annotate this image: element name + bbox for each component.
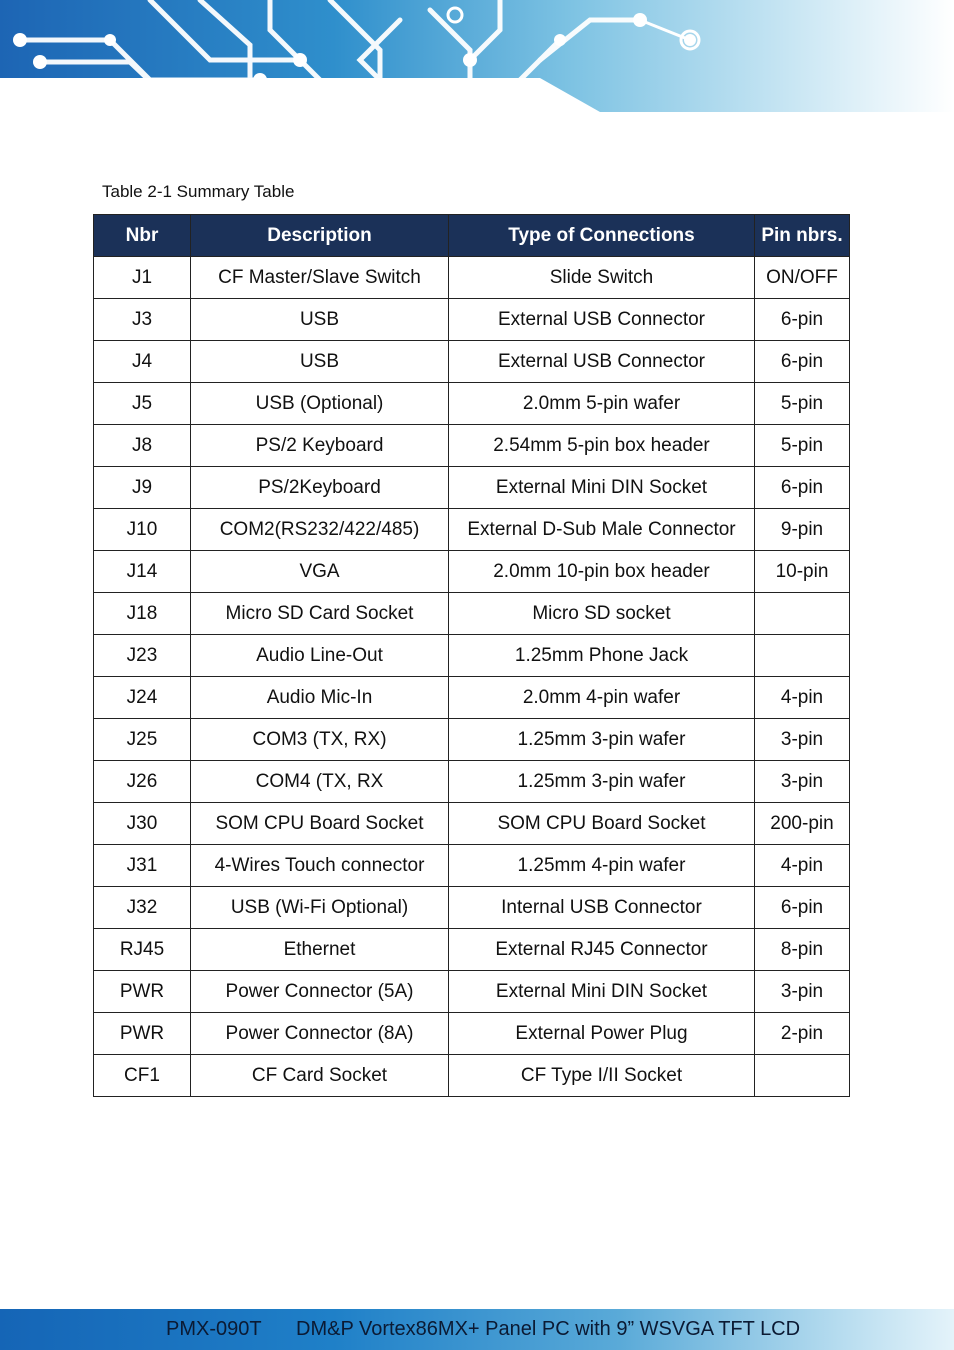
- table-row: [94, 1055, 850, 1097]
- cell-description: 4-Wires Touch connector: [191, 845, 449, 887]
- cell-nbr: RJ45: [94, 929, 191, 971]
- cell-type: 2.54mm 5-pin box header: [449, 425, 755, 467]
- cell-type: 2.0mm 5-pin wafer: [449, 383, 755, 425]
- footer-model: PMX-090T: [166, 1318, 262, 1340]
- table-row: [94, 677, 850, 719]
- table-row: [94, 383, 850, 425]
- cell-description: VGA: [191, 551, 449, 593]
- cell-nbr: J18: [94, 593, 191, 635]
- cell-pins: 200-pin: [755, 803, 850, 845]
- cell-description: Ethernet: [191, 929, 449, 971]
- cell-type: Slide Switch: [449, 257, 755, 299]
- cell-pins: 6-pin: [755, 341, 850, 383]
- cell-type: External Mini DIN Socket: [449, 971, 755, 1013]
- table-row: [94, 299, 850, 341]
- cell-nbr: J24: [94, 677, 191, 719]
- cell-description: Micro SD Card Socket: [191, 593, 449, 635]
- cell-pins: 6-pin: [755, 299, 850, 341]
- cell-type: 2.0mm 10-pin box header: [449, 551, 755, 593]
- cell-nbr: J14: [94, 551, 191, 593]
- header-banner: [0, 0, 954, 112]
- cell-nbr: PWR: [94, 1013, 191, 1055]
- header-description: Description: [191, 215, 449, 257]
- table-row: [94, 467, 850, 509]
- cell-pins: [755, 1055, 850, 1097]
- cell-pins: 6-pin: [755, 887, 850, 929]
- cell-pins: ON/OFF: [755, 257, 850, 299]
- cell-pins: 6-pin: [755, 467, 850, 509]
- footer-bar: [0, 1309, 954, 1350]
- cell-type: External USB Connector: [449, 299, 755, 341]
- table-row: [94, 257, 850, 299]
- cell-description: Audio Mic-In: [191, 677, 449, 719]
- summary-table: [93, 214, 850, 1097]
- cell-type: Internal USB Connector: [449, 887, 755, 929]
- table-row: [94, 551, 850, 593]
- cell-pins: 5-pin: [755, 425, 850, 467]
- cell-nbr: J9: [94, 467, 191, 509]
- table-row: [94, 341, 850, 383]
- header-type-of-connections: Type of Connections: [449, 215, 755, 257]
- cell-nbr: J3: [94, 299, 191, 341]
- cell-pins: [755, 635, 850, 677]
- cell-pins: 9-pin: [755, 509, 850, 551]
- cell-description: COM2(RS232/422/485): [191, 509, 449, 551]
- cell-description: SOM CPU Board Socket: [191, 803, 449, 845]
- cell-pins: 8-pin: [755, 929, 850, 971]
- table-body: [94, 257, 850, 1097]
- cell-pins: 4-pin: [755, 677, 850, 719]
- cell-description: Audio Line-Out: [191, 635, 449, 677]
- table-row: [94, 593, 850, 635]
- table-caption: Table 2-1 Summary Table: [102, 182, 295, 201]
- cell-type: External Power Plug: [449, 1013, 755, 1055]
- cell-type: SOM CPU Board Socket: [449, 803, 755, 845]
- table-row: [94, 803, 850, 845]
- cell-description: CF Master/Slave Switch: [191, 257, 449, 299]
- table-row: [94, 509, 850, 551]
- table-row: [94, 635, 850, 677]
- cell-type: Micro SD socket: [449, 593, 755, 635]
- cell-pins: [755, 593, 850, 635]
- cell-description: USB (Wi-Fi Optional): [191, 887, 449, 929]
- cell-nbr: J1: [94, 257, 191, 299]
- cell-nbr: CF1: [94, 1055, 191, 1097]
- cell-description: USB: [191, 299, 449, 341]
- table-row: [94, 887, 850, 929]
- cell-nbr: J4: [94, 341, 191, 383]
- cell-type: CF Type I/II Socket: [449, 1055, 755, 1097]
- cell-type: 1.25mm 4-pin wafer: [449, 845, 755, 887]
- cell-pins: 2-pin: [755, 1013, 850, 1055]
- table-row: [94, 971, 850, 1013]
- cell-pins: 3-pin: [755, 719, 850, 761]
- cell-description: USB: [191, 341, 449, 383]
- cell-description: CF Card Socket: [191, 1055, 449, 1097]
- cell-nbr: J30: [94, 803, 191, 845]
- footer-description: DM&P Vortex86MX+ Panel PC with 9” WSVGA TFT LCD: [296, 1318, 801, 1340]
- cell-nbr: J10: [94, 509, 191, 551]
- cell-description: USB (Optional): [191, 383, 449, 425]
- cell-type: 1.25mm 3-pin wafer: [449, 761, 755, 803]
- cell-type: External RJ45 Connector: [449, 929, 755, 971]
- cell-nbr: J32: [94, 887, 191, 929]
- cell-description: Power Connector (5A): [191, 971, 449, 1013]
- cell-type: 1.25mm Phone Jack: [449, 635, 755, 677]
- cell-description: Power Connector (8A): [191, 1013, 449, 1055]
- table-row: [94, 929, 850, 971]
- cell-description: COM4 (TX, RX: [191, 761, 449, 803]
- table-row: [94, 719, 850, 761]
- cell-nbr: J5: [94, 383, 191, 425]
- table-row: [94, 1013, 850, 1055]
- cell-type: External D-Sub Male Connector: [449, 509, 755, 551]
- cell-pins: 5-pin: [755, 383, 850, 425]
- cell-type: External Mini DIN Socket: [449, 467, 755, 509]
- cell-type: 1.25mm 3-pin wafer: [449, 719, 755, 761]
- cell-description: PS/2 Keyboard: [191, 425, 449, 467]
- cell-nbr: PWR: [94, 971, 191, 1013]
- cell-type: 2.0mm 4-pin wafer: [449, 677, 755, 719]
- table-row: [94, 425, 850, 467]
- cell-description: COM3 (TX, RX): [191, 719, 449, 761]
- cell-pins: 10-pin: [755, 551, 850, 593]
- cell-nbr: J26: [94, 761, 191, 803]
- header-pin-nbrs: Pin nbrs.: [755, 215, 850, 257]
- cell-nbr: J31: [94, 845, 191, 887]
- cell-type: External USB Connector: [449, 341, 755, 383]
- header-nbr: Nbr: [94, 215, 191, 257]
- cell-nbr: J23: [94, 635, 191, 677]
- table-row: [94, 761, 850, 803]
- cell-pins: 3-pin: [755, 761, 850, 803]
- cell-nbr: J8: [94, 425, 191, 467]
- cell-nbr: J25: [94, 719, 191, 761]
- table-header-row: [94, 215, 850, 257]
- cell-pins: 4-pin: [755, 845, 850, 887]
- cell-description: PS/2Keyboard: [191, 467, 449, 509]
- cell-pins: 3-pin: [755, 971, 850, 1013]
- table-row: [94, 845, 850, 887]
